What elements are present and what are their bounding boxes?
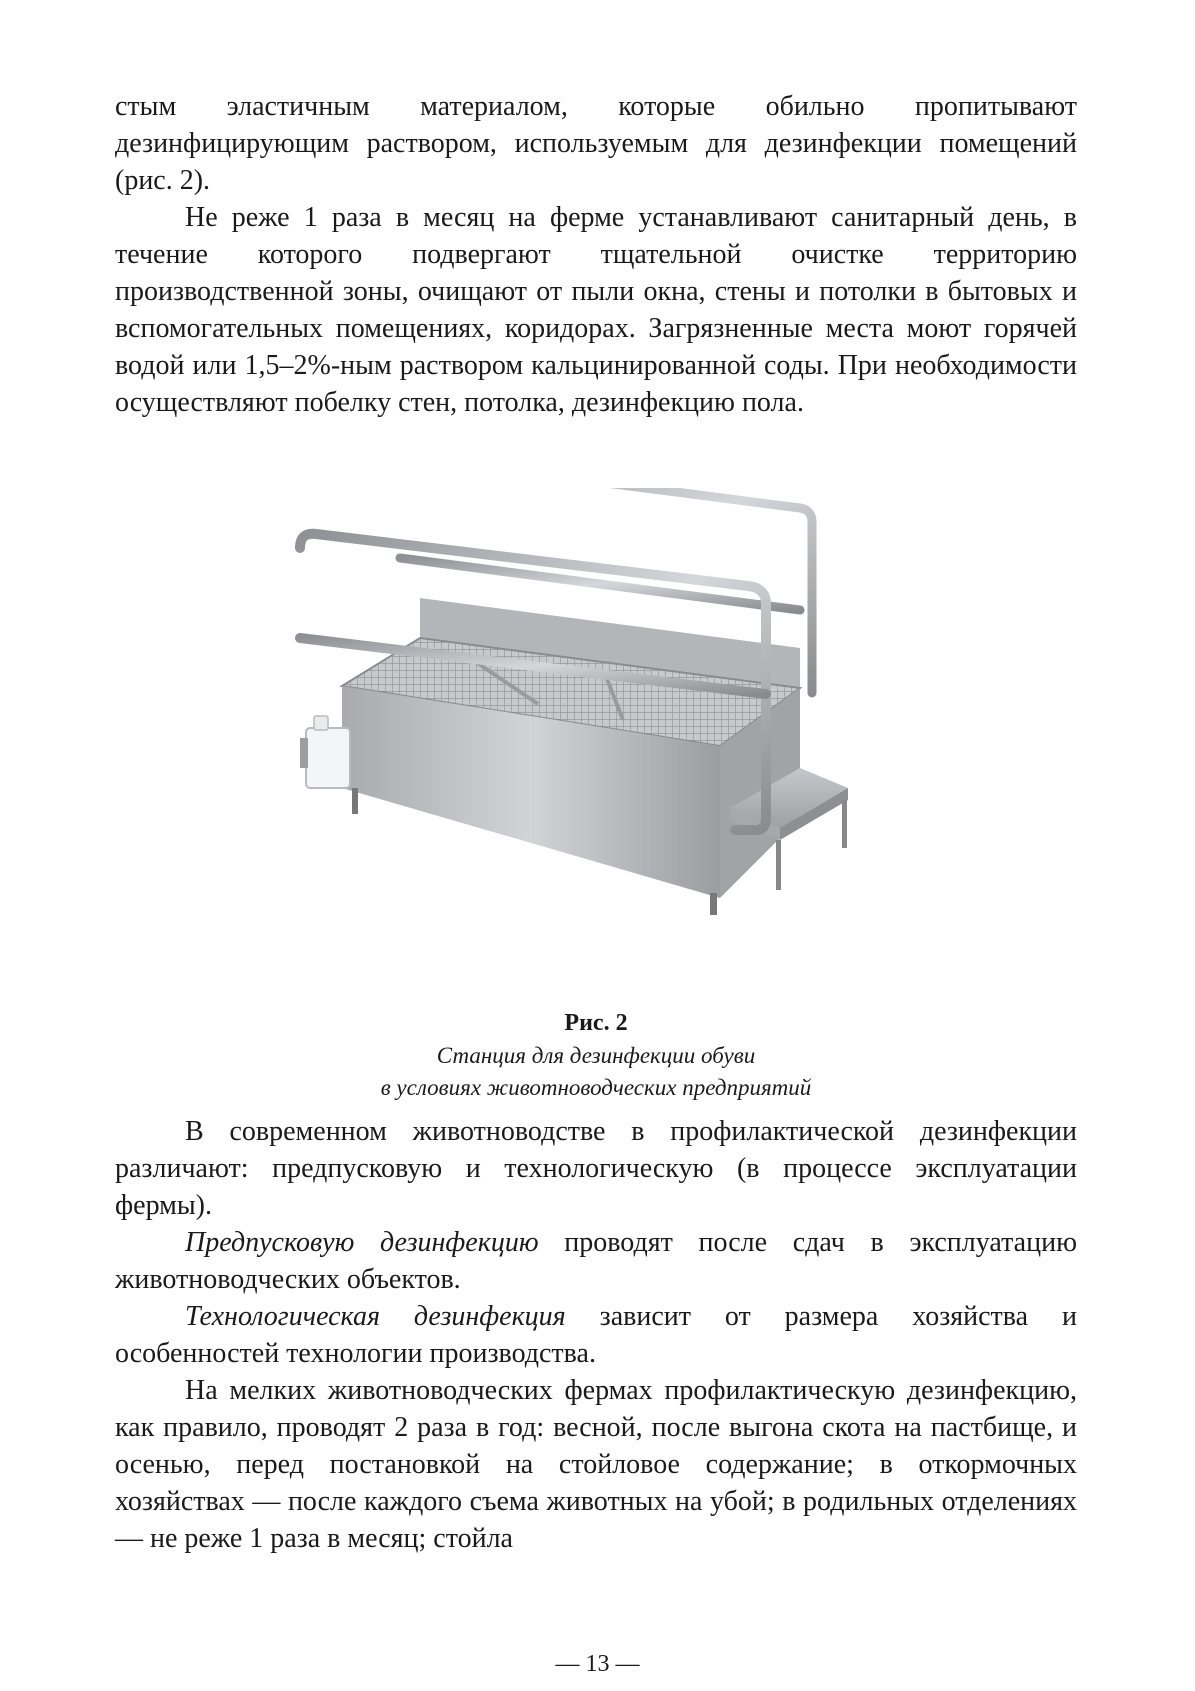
figure-disinfection-station bbox=[280, 488, 920, 968]
paragraph-technological-text: зависит от размера хозяйства и особенностей технологии производства. bbox=[115, 1301, 1077, 1369]
paragraph-continuation: стым эластичным материалом, которые обильно пропитывают дезинфицирующим раствором, используемым для дезинфекции помещений (рис. 2). bbox=[115, 91, 1077, 196]
figure-caption-line-2: в условиях животноводческих предприятий bbox=[380, 1075, 812, 1100]
figure-caption-line-1: Станция для дезинфекции обуви bbox=[436, 1043, 756, 1068]
term-prelaunch-disinfection: Предпусковую дезинфекцию bbox=[185, 1227, 539, 1258]
paragraph-disinfection-types: В современном животноводстве в профилактической дезинфекции различают: предпусковую и технологическую (в процессе эксплуатации фермы). bbox=[115, 1116, 1077, 1221]
bottom-text-block bbox=[115, 1113, 1077, 1557]
footwear-disinfection-station-illustration bbox=[280, 488, 920, 968]
paragraph-sanitary-day: Не реже 1 раза в месяц на ферме устанавливают санитарный день, в течение которого подвергают тщательной очистке территорию производственной зоны, очищают от пыли окна, стены и потолки в бытовых и вспомогательных помещениях, коридорах. Загрязненные места моют горячей водой или 1,5–2%-ным раствором кальцинированной соды. При необходимости осуществляют побелку стен, потолка, дезинфекцию пола. bbox=[115, 202, 1077, 418]
term-technological-disinfection: Технологическая дезинфекция bbox=[185, 1301, 566, 1332]
paragraph-technological-disinfection bbox=[115, 1298, 1077, 1372]
figure-label: Рис. 2 bbox=[564, 1010, 628, 1036]
paragraph-prelaunch-text: проводят после сдач в эксплуатацию животноводческих объектов. bbox=[115, 1227, 1077, 1295]
top-text-block bbox=[115, 88, 1077, 421]
page-number: — 13 — bbox=[555, 1651, 640, 1677]
paragraph-prelaunch-disinfection bbox=[115, 1224, 1077, 1298]
paragraph-small-farms: На мелких животноводческих фермах профилактическую дезинфекцию, как правило, проводят 2 раза в год: весной, после выгона скота на пастбище, и осенью, перед постановкой на стойловое содержание; в откормочных хозяйствах — после каждого съема животных на убой; в родильных отделениях — не реже 1 раза в месяц; стойла bbox=[115, 1375, 1077, 1554]
